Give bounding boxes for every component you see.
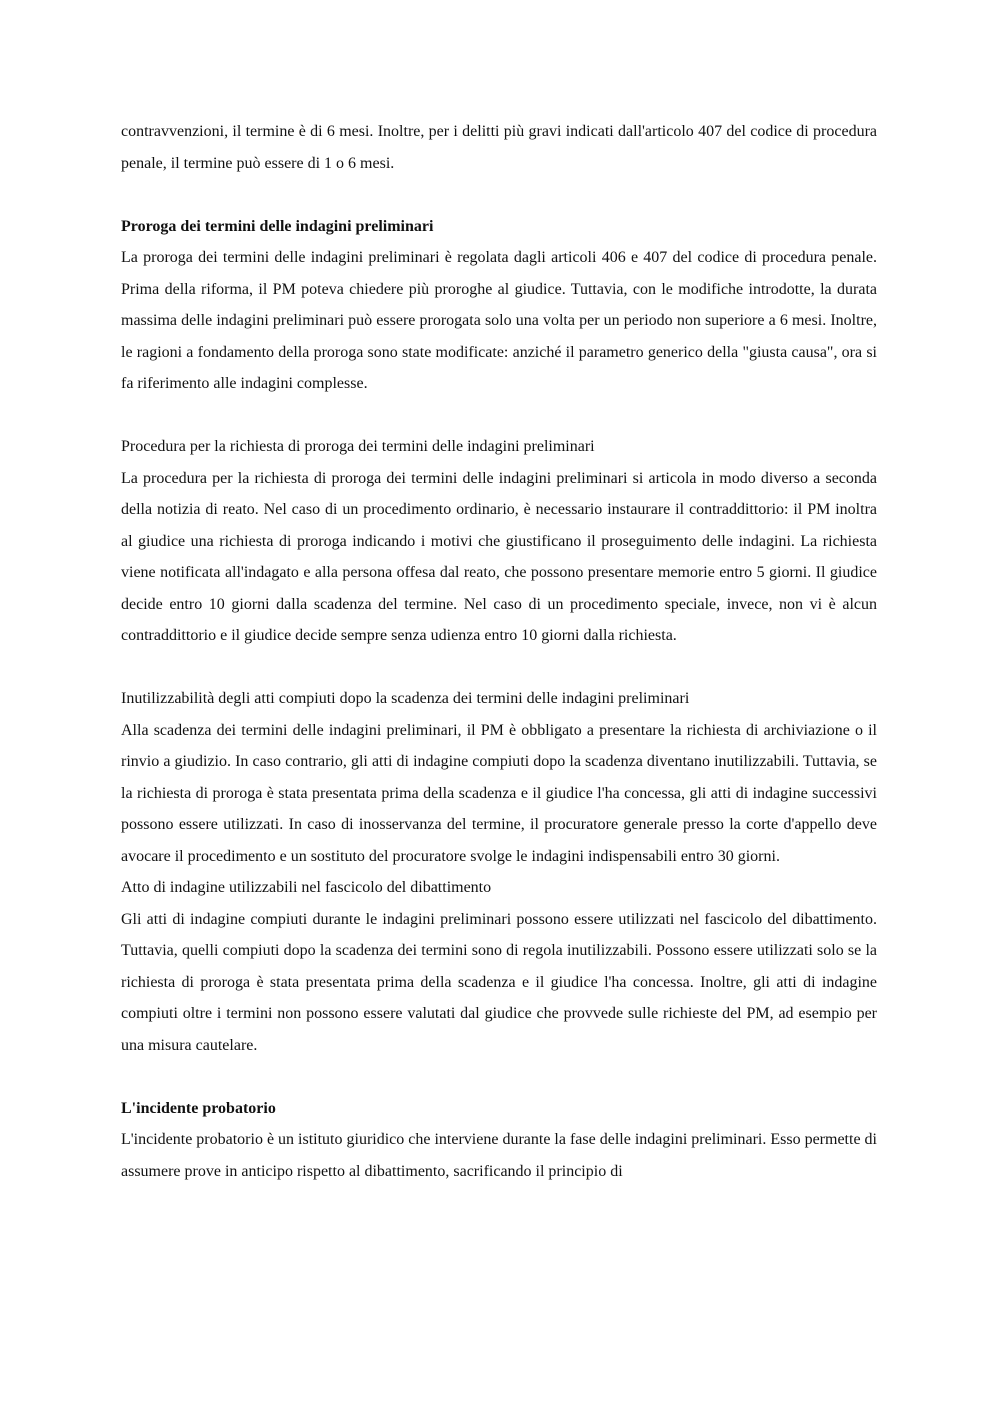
- spacer: [121, 652, 877, 684]
- paragraph-incidente-probatorio: L'incidente probatorio è un istituto giuridico che interviene durante la fase delle indagini preliminari. Esso permette di assumere prove in anticipo rispetto al dibattimento, sacrificando il principio di: [121, 1131, 877, 1180]
- paragraph-termini-contravvenzioni: contravvenzioni, il termine è di 6 mesi. Inoltre, per i delitti più gravi indicati dall'articolo 407 del codice di procedura penale, il termine può essere di 1 o 6 mesi.: [121, 123, 877, 172]
- section-heading-procedura: Procedura per la richiesta di proroga dei termini delle indagini preliminari: [121, 438, 595, 455]
- section-heading-atto-indagine: Atto di indagine utilizzabili nel fascicolo del dibattimento: [121, 879, 492, 896]
- paragraph-procedura: La procedura per la richiesta di proroga dei termini delle indagini preliminari si articola in modo diverso a seconda della notizia di reato. Nel caso di un procedimento ordinario, è necessario instaurare il contraddittorio: il PM inoltra al giudice una richiesta di proroga indicando i motivi che giustificano il proseguimento delle indagini. La richiesta viene notificata all'indagato e alla persona offesa dal reato, che possono presentare memorie entro 5 giorni. Il giudice decide entro 10 giorni dalla scadenza del termine. Nel caso di un procedimento speciale, invece, non vi è alcun contraddittorio e il giudice decide sempre senza udienza entro 10 giorni dalla richiesta.: [121, 469, 877, 644]
- document-page: [121, 116, 877, 1187]
- spacer: [121, 400, 877, 432]
- paragraph-inutilizzabilita: Alla scadenza dei termini delle indagini preliminari, il PM è obbligato a presentare la richiesta di archiviazione o il rinvio a giudizio. In caso contrario, gli atti di indagine compiuti dopo la scadenza diventano inutilizzabili. Tuttavia, se la richiesta di proroga è stata presentata prima della scadenza e il giudice l'ha concessa, gli atti di indagine successivi possono essere utilizzati. In caso di inosservanza del termine, il procuratore generale presso la corte d'appello deve avocare il procedimento e un sostituto del procuratore svolge le indagini indispensabili entro 30 giorni.: [121, 721, 877, 865]
- section-heading-inutilizzabilita: Inutilizzabilità degli atti compiuti dopo la scadenza dei termini delle indagini preliminari: [121, 690, 690, 707]
- spacer: [121, 179, 877, 211]
- spacer: [121, 1061, 877, 1093]
- paragraph-proroga: La proroga dei termini delle indagini preliminari è regolata dagli articoli 406 e 407 del codice di procedura penale. Prima della riforma, il PM poteva chiedere più proroghe al giudice. Tuttavia, con le modifiche introdotte, la durata massima delle indagini preliminari può essere prorogata solo una volta per un periodo non superiore a 6 mesi. Inoltre, le ragioni a fondamento della proroga sono state modificate: anziché il parametro generico della "giusta causa", ora si fa riferimento alle indagini complesse.: [121, 249, 877, 392]
- section-heading-incidente-probatorio: L'incidente probatorio: [121, 1099, 276, 1117]
- section-heading-proroga: Proroga dei termini delle indagini preliminari: [121, 217, 434, 235]
- paragraph-atto-indagine: Gli atti di indagine compiuti durante le indagini preliminari possono essere utilizzati nel fascicolo del dibattimento. Tuttavia, quelli compiuti dopo la scadenza dei termini sono di regola inutilizzabili. Possono essere utilizzati solo se la richiesta di proroga è stata presentata prima della scadenza e il giudice l'ha concessa. Inoltre, gli atti di indagine compiuti oltre i termini non possono essere valutati dal giudice che provvede sulle richieste del PM, ad esempio per una misura cautelare.: [121, 910, 877, 1054]
